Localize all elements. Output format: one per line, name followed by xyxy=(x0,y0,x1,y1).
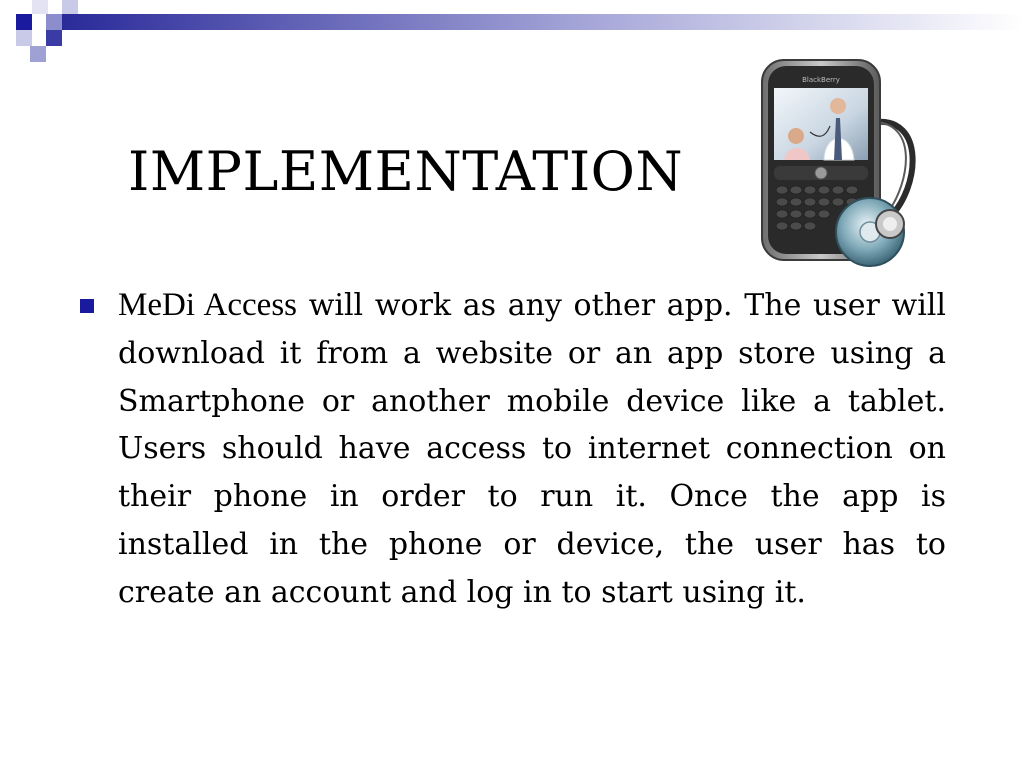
slide-title: IMPLEMENTATION xyxy=(128,140,684,203)
bullet-item xyxy=(80,282,946,617)
bullet-list xyxy=(80,282,946,617)
bullet-body-text: will work as any other app. The user will download it from a website or an app store using a Smartphone or another mobile device like a tablet. Users should have access to internet connection on their phone in order to run it. Once the app is installed in the phone or device, the user has to create an account and log in to start using it. xyxy=(118,288,946,610)
bullet-square-icon xyxy=(80,299,94,313)
blackberry-phone-stethoscope-icon xyxy=(750,52,920,272)
app-name-highlight: MeDi Access xyxy=(118,287,298,323)
bullet-text xyxy=(118,282,946,617)
phone-brand-text: BlackBerry xyxy=(802,76,840,84)
